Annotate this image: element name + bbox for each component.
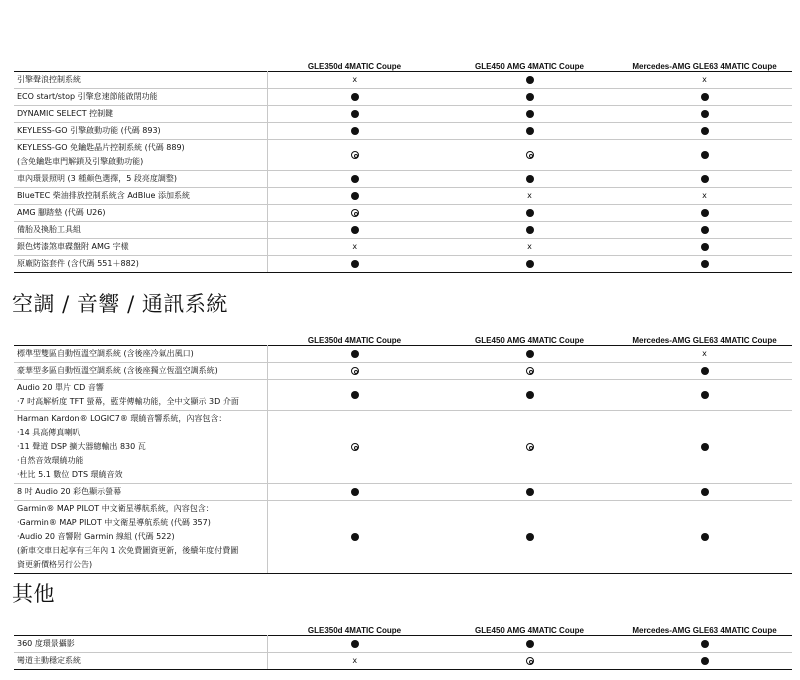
spec-table — [14, 58, 792, 273]
table-row — [14, 346, 792, 363]
feature-label-line: DYNAMIC SELECT 控制鍵 — [17, 109, 114, 118]
availability-cell — [617, 239, 792, 256]
standard-dot-icon — [526, 226, 534, 234]
standard-dot-icon — [526, 391, 534, 399]
availability-cell — [267, 411, 442, 484]
feature-label-line: ‧11 聲道 DSP 擴大器總輸出 830 瓦 — [17, 442, 146, 451]
availability-cell — [267, 346, 442, 363]
feature-label — [14, 106, 267, 123]
optional-circle-icon — [526, 151, 534, 159]
feature-label-line: ‧Garmin® MAP PILOT 中文衛星導航系統 (代碼 357) — [17, 518, 211, 527]
optional-circle-icon — [351, 151, 359, 159]
standard-dot-icon — [351, 260, 359, 268]
availability-cell — [267, 140, 442, 171]
spec-table — [14, 332, 792, 574]
availability-cell — [442, 380, 617, 411]
availability-cell — [617, 636, 792, 653]
availability-cell — [442, 636, 617, 653]
table-header-row — [14, 622, 792, 636]
feature-label-line: ‧7 吋高解析度 TFT 螢幕，藍芽傳輸功能，全中文顯示 3D 介面 — [17, 397, 239, 406]
column-header: Mercedes-AMG GLE63 4MATIC Coupe — [632, 626, 777, 635]
standard-dot-icon — [526, 76, 534, 84]
feature-label — [14, 501, 267, 574]
availability-cell — [442, 72, 617, 89]
availability-cell — [442, 346, 617, 363]
feature-label-line: 原廠防盜套件 (含代碼 551＋882) — [17, 259, 139, 268]
table-row — [14, 653, 792, 670]
availability-cell — [617, 653, 792, 670]
availability-cell — [267, 636, 442, 653]
feature-label — [14, 123, 267, 140]
availability-cell — [617, 171, 792, 188]
availability-cell — [442, 89, 617, 106]
feature-label-line: KEYLESS-GO 引擎啟動功能 (代碼 893) — [17, 126, 161, 135]
section-title: 空調 / 音響 / 通訊系統 — [12, 292, 228, 316]
availability-cell — [267, 89, 442, 106]
not-available-mark: x — [352, 241, 358, 251]
table-row — [14, 380, 792, 411]
section-title: 其他 — [12, 582, 55, 606]
table-row — [14, 239, 792, 256]
standard-dot-icon — [701, 443, 709, 451]
table-row — [14, 484, 792, 501]
not-available-mark: x — [702, 74, 707, 84]
availability-cell — [267, 256, 442, 273]
feature-label-line: KEYLESS-GO 免鑰匙晶片控制系統 (代碼 889) — [17, 143, 185, 152]
availability-cell — [617, 346, 792, 363]
feature-label-line: ‧自然音效環繞功能 — [17, 456, 84, 465]
availability-cell — [442, 363, 617, 380]
feature-label-line: 8 吋 Audio 20 彩色顯示螢幕 — [17, 487, 122, 496]
standard-dot-icon — [701, 657, 709, 665]
standard-dot-icon — [701, 151, 709, 159]
feature-label-line: 彎道主動穩定系統 — [17, 656, 81, 665]
feature-label — [14, 188, 267, 205]
standard-dot-icon — [701, 533, 709, 541]
availability-cell — [267, 239, 442, 256]
table-row — [14, 106, 792, 123]
availability-cell — [442, 239, 617, 256]
column-header: GLE450 AMG 4MATIC Coupe — [475, 62, 584, 71]
table-row — [14, 363, 792, 380]
availability-cell — [442, 171, 617, 188]
standard-dot-icon — [351, 350, 359, 358]
table-row — [14, 123, 792, 140]
availability-cell — [267, 484, 442, 501]
availability-cell — [617, 123, 792, 140]
standard-dot-icon — [351, 192, 359, 200]
optional-circle-icon — [526, 443, 534, 451]
feature-label — [14, 484, 267, 501]
not-available-mark: x — [702, 190, 707, 200]
feature-label-line: 360 度環景攝影 — [17, 639, 75, 648]
availability-cell — [267, 653, 442, 670]
table-row — [14, 205, 792, 222]
availability-cell — [442, 256, 617, 273]
standard-dot-icon — [351, 533, 359, 541]
optional-circle-icon — [526, 367, 534, 375]
feature-label — [14, 411, 267, 484]
standard-dot-icon — [701, 488, 709, 496]
feature-label — [14, 239, 267, 256]
standard-dot-icon — [701, 226, 709, 234]
standard-dot-icon — [701, 260, 709, 268]
feature-label-line: Garmin® MAP PILOT 中文衛星導航系統，內容包含： — [17, 504, 214, 513]
standard-dot-icon — [351, 175, 359, 183]
standard-dot-icon — [526, 93, 534, 101]
feature-label-line: 備胎及換胎工具組 — [17, 225, 81, 234]
standard-dot-icon — [351, 640, 359, 648]
standard-dot-icon — [701, 209, 709, 217]
standard-dot-icon — [701, 391, 709, 399]
feature-label — [14, 205, 267, 222]
availability-cell — [442, 222, 617, 239]
feature-label — [14, 380, 267, 411]
standard-dot-icon — [526, 260, 534, 268]
standard-dot-icon — [351, 127, 359, 135]
availability-cell — [617, 501, 792, 574]
standard-dot-icon — [526, 350, 534, 358]
feature-label-line: BlueTEC 柴油排放控制系統含 AdBlue 添加系統 — [17, 191, 190, 200]
availability-cell — [267, 72, 442, 89]
feature-label — [14, 346, 267, 363]
availability-cell — [617, 256, 792, 273]
standard-dot-icon — [526, 533, 534, 541]
column-header: GLE450 AMG 4MATIC Coupe — [475, 626, 584, 635]
table-row — [14, 501, 792, 574]
standard-dot-icon — [351, 488, 359, 496]
column-header: GLE350d 4MATIC Coupe — [307, 626, 402, 635]
availability-cell — [442, 653, 617, 670]
not-available-mark: x — [352, 74, 358, 84]
column-header: GLE450 AMG 4MATIC Coupe — [475, 336, 584, 345]
standard-dot-icon — [526, 209, 534, 217]
availability-cell — [617, 106, 792, 123]
column-header: Mercedes-AMG GLE63 4MATIC Coupe — [632, 62, 777, 71]
not-available-mark: x — [527, 241, 532, 251]
availability-cell — [442, 411, 617, 484]
feature-label — [14, 171, 267, 188]
availability-cell — [617, 222, 792, 239]
not-available-mark: x — [527, 190, 532, 200]
feature-label-line: Audio 20 單片 CD 音響 — [17, 383, 104, 392]
availability-cell — [267, 106, 442, 123]
availability-cell — [617, 484, 792, 501]
feature-label-line: 豪華型多區自動恆溫空調系統 (含後座獨立恆溫空調系統) — [17, 366, 218, 375]
availability-cell — [617, 205, 792, 222]
feature-label — [14, 72, 267, 89]
header-blank — [14, 622, 267, 636]
table-header-row — [14, 58, 792, 72]
availability-cell — [617, 89, 792, 106]
availability-cell — [442, 123, 617, 140]
table-row — [14, 89, 792, 106]
standard-dot-icon — [351, 93, 359, 101]
feature-label — [14, 140, 267, 171]
availability-cell — [267, 380, 442, 411]
not-available-mark: x — [352, 655, 358, 665]
feature-label — [14, 653, 267, 670]
header-blank — [14, 58, 267, 72]
header-blank — [14, 332, 267, 346]
availability-cell — [442, 106, 617, 123]
standard-dot-icon — [701, 243, 709, 251]
feature-label — [14, 363, 267, 380]
feature-label — [14, 636, 267, 653]
availability-cell — [442, 501, 617, 574]
feature-label-line: 車內環景照明 (3 種顏色選擇，5 段亮度調整) — [17, 174, 178, 183]
optional-circle-icon — [351, 443, 359, 451]
feature-label-line: ‧杜比 5.1 數位 DTS 環繞音效 — [17, 470, 123, 479]
table-row — [14, 188, 792, 205]
availability-cell — [617, 363, 792, 380]
feature-label-line: ECO start/stop 引擎怠速節能啟閉功能 — [17, 92, 158, 101]
feature-label-line: 資更新價格另行公告) — [17, 560, 93, 569]
table-row — [14, 636, 792, 653]
standard-dot-icon — [351, 110, 359, 118]
feature-label-line: (含免鑰匙車門解鎖及引擎啟動功能) — [17, 157, 144, 166]
column-header: GLE350d 4MATIC Coupe — [307, 62, 402, 71]
availability-cell — [617, 380, 792, 411]
feature-label-line: (新車交車日起享有三年內 1 次免費圖資更新，後續年度付費圖 — [17, 546, 239, 555]
table-row — [14, 171, 792, 188]
standard-dot-icon — [351, 391, 359, 399]
optional-circle-icon — [351, 367, 359, 375]
table-row — [14, 411, 792, 484]
standard-dot-icon — [351, 226, 359, 234]
standard-dot-icon — [526, 488, 534, 496]
table-row — [14, 72, 792, 89]
feature-label-line: AMG 腳踏墊 (代碼 U26) — [17, 208, 106, 217]
standard-dot-icon — [526, 110, 534, 118]
availability-cell — [267, 363, 442, 380]
feature-label-line: 引擎聲浪控制系統 — [17, 75, 81, 84]
availability-cell — [617, 188, 792, 205]
feature-label — [14, 222, 267, 239]
standard-dot-icon — [526, 175, 534, 183]
column-header: Mercedes-AMG GLE63 4MATIC Coupe — [632, 336, 777, 345]
availability-cell — [442, 205, 617, 222]
standard-dot-icon — [701, 93, 709, 101]
standard-dot-icon — [701, 367, 709, 375]
feature-label-line: 銀色烤漆煞車碟盤附 AMG 字樣 — [17, 242, 129, 251]
feature-label-line: Harman Kardon® LOGIC7® 環繞音響系統，內容包含： — [17, 414, 227, 423]
not-available-mark: x — [702, 348, 707, 358]
availability-cell — [442, 140, 617, 171]
standard-dot-icon — [701, 110, 709, 118]
table-row — [14, 256, 792, 273]
availability-cell — [617, 140, 792, 171]
feature-label — [14, 256, 267, 273]
spec-table — [14, 622, 792, 670]
availability-cell — [617, 411, 792, 484]
feature-label-line: ‧Audio 20 音響附 Garmin 線組 (代碼 522) — [17, 532, 175, 541]
standard-dot-icon — [701, 127, 709, 135]
availability-cell — [267, 188, 442, 205]
table-row — [14, 140, 792, 171]
availability-cell — [267, 205, 442, 222]
availability-cell — [267, 171, 442, 188]
column-header: GLE350d 4MATIC Coupe — [307, 336, 402, 345]
feature-label — [14, 89, 267, 106]
standard-dot-icon — [526, 640, 534, 648]
standard-dot-icon — [701, 640, 709, 648]
availability-cell — [267, 123, 442, 140]
standard-dot-icon — [701, 175, 709, 183]
table-row — [14, 222, 792, 239]
feature-label-line: ‧14 具高傳真喇叭 — [17, 428, 81, 437]
optional-circle-icon — [351, 209, 359, 217]
availability-cell — [617, 72, 792, 89]
optional-circle-icon — [526, 657, 534, 665]
standard-dot-icon — [526, 127, 534, 135]
table-header-row — [14, 332, 792, 346]
feature-label-line: 標準型雙區自動恆溫空調系統 (含後座冷氣出風口) — [17, 349, 194, 358]
availability-cell — [267, 501, 442, 574]
availability-cell — [442, 484, 617, 501]
availability-cell — [267, 222, 442, 239]
availability-cell — [442, 188, 617, 205]
